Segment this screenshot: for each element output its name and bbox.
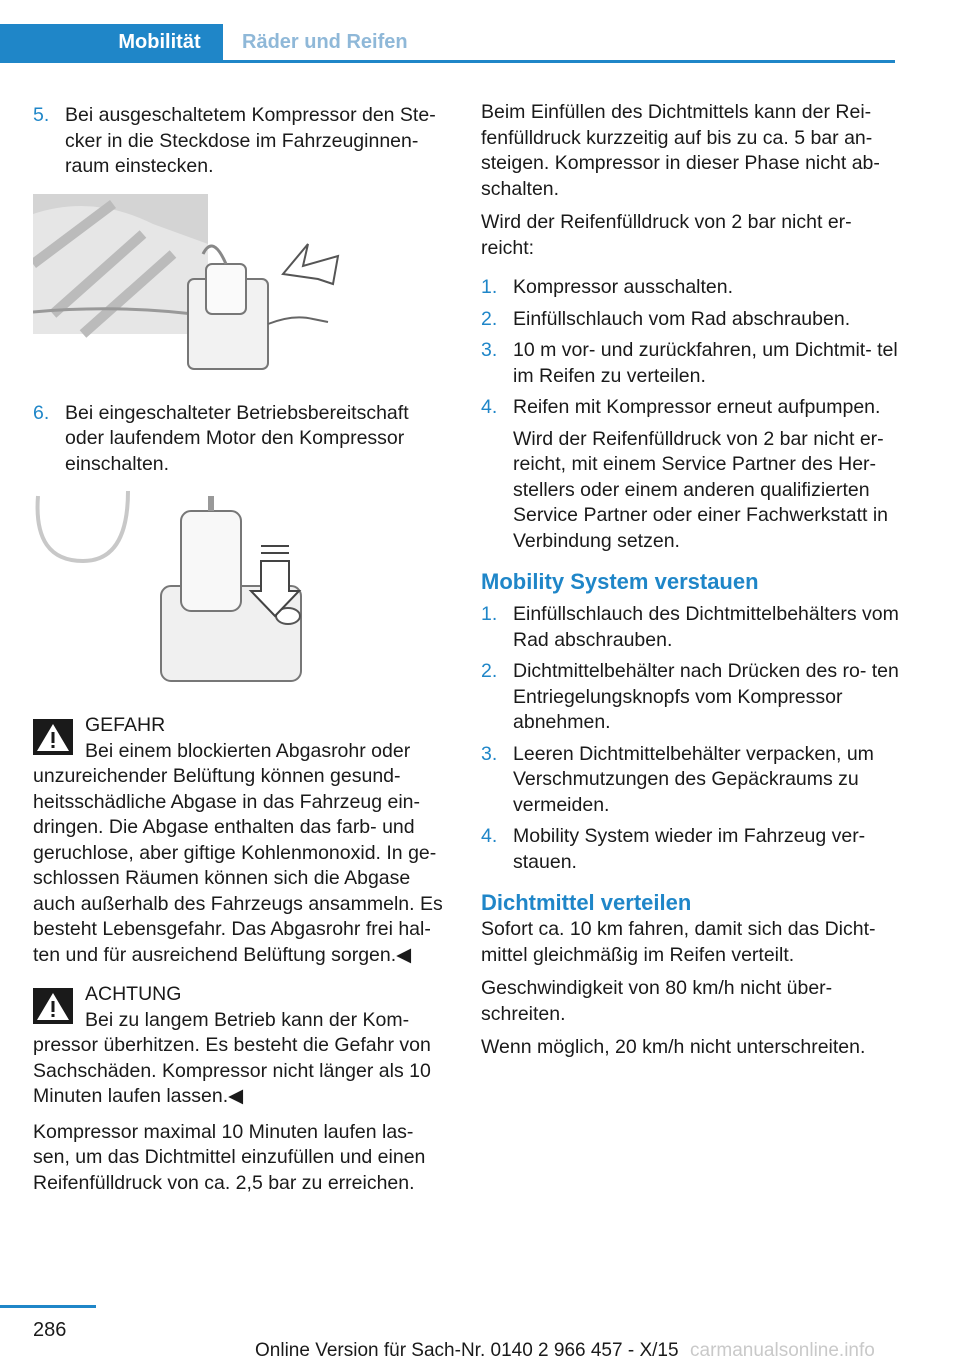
step-number: 5. [33,104,50,126]
step-item [481,338,901,389]
step-subtext: Wird der Reifenfülldruck von 2 bar nicht er- reicht, mit einem Service Partner des Her- stellers oder einem anderen qualifizierten Service Partner oder einer Fachwerkstatt in Verbindung setzen. [513,427,888,552]
step-number: 3. [481,339,498,361]
step-text: Bei eingeschalteter Betriebsbereitschaft oder laufendem Motor den Kompressor einschalten. [65,401,409,475]
wheel-compressor-drawing [33,194,343,379]
body-paragraph: Wenn möglich, 20 km/h nicht unterschreiten. [481,1036,866,1058]
header-divider [0,60,895,63]
step-list-stow [481,602,901,875]
warning-text: Bei zu langem Betrieb kann der Kom- pressor überhitzen. Es besteht die Gefahr von Sachschäden. Kompressor nicht länger als 10 Minuten laufen lassen.◀ [33,1008,431,1107]
right-column [481,100,901,1069]
page-header [0,0,960,64]
step-item [481,742,901,819]
closing-paragraph: Kompressor maximal 10 Minuten laufen las- sen, um das Dichtmittel einzufüllen und einen Reifenfülldruck von ca. 2,5 bar zu erreichen. [33,1120,426,1194]
section-heading: Dichtmittel verteilen [481,890,692,915]
step-item [481,395,901,554]
step-number: 3. [481,742,498,765]
step-number: 4. [481,396,498,418]
step-item [481,307,901,333]
step-list-pressure [481,275,901,554]
step-item [33,103,453,180]
step-item [481,602,901,653]
step-text: Mobility System wieder im Fahrzeug ver- stauen. [513,825,866,873]
step-text: Kompressor ausschalten. [513,276,734,298]
watermark: carmanualsonline.info [690,1340,875,1361]
step-text: Reifen mit Kompressor erneut aufpumpen. [513,396,881,418]
section-heading: Mobility System verstauen [481,569,759,594]
step-number: 1. [481,276,498,298]
body-paragraph: Geschwindigkeit von 80 km/h nicht über- schreiten. [481,977,833,1025]
footer-accent-bar [0,1305,96,1308]
step-item [481,824,901,875]
compressor-switch-drawing [33,491,333,691]
section-tab-raeder-reifen: Räder und Reifen [242,31,408,54]
warning-title: ACHTUNG [85,983,182,1005]
step-text: Leeren Dichtmittelbehälter verpacken, um Verschmutzungen des Gepäckraums zu vermeiden. [513,742,874,816]
warning-triangle-icon [33,988,73,1024]
step-text: Dichtmittelbehälter nach Drücken des ro- ten Entriegelungsknopfs vom Kompressor abnehmen. [513,660,899,733]
step-item [481,275,901,301]
warning-title: GEFAHR [85,714,166,736]
warning-triangle-icon [33,719,73,755]
compressor-plug-illustration [33,194,453,379]
step-number: 2. [481,307,498,330]
step-text: 10 m vor- und zurückfahren, um Dichtmit- tel im Reifen zu verteilen. [513,339,898,387]
step-item [33,401,453,478]
step-text: Bei ausgeschaltetem Kompressor den Ste- cker in die Steckdose im Fahrzeuginnen- raum einstecken. [65,104,436,177]
page-number: 286 [33,1319,67,1341]
intro-paragraph: Beim Einfüllen des Dichtmittels kann der Rei- fenfülldruck kurzzeitig auf bis zu ca. 5 bar an- steigen. Kompressor in dieser Phase nicht ab- schalten. [481,101,880,200]
intro-paragraph: Wird der Reifenfülldruck von 2 bar nicht er- reicht: [481,211,852,259]
step-number: 1. [481,603,498,625]
step-number: 4. [481,825,498,847]
header-accent-bar [0,24,96,62]
section-tab-mobilitaet: Mobilität [96,24,223,62]
left-column [33,103,453,1204]
body-paragraph: Sofort ca. 10 km fahren, damit sich das Dicht- mittel gleichmäßig im Reifen verteilt. [481,918,876,966]
step-item [481,659,901,736]
step-number: 2. [481,660,498,682]
online-version-note: Online Version für Sach-Nr. 0140 2 966 457 - X/15 [255,1340,679,1361]
warning-text: Bei einem blockierten Abgasrohr oder unzureichender Belüftung können gesund- heitsschädliche Abgase in das Fahrzeug ein- dringen. Die Abgase enthalten das farb- und geruchlose, aber giftige Kohlenmonoxid. In ge- schlossen Räumen können sich die Abgase auch außerhalb des Fahrzeugs ansammeln. Es besteht Lebensgefahr. Das Abgasrohr frei hal- ten und für ausreichend Belüftung sorgen.◀ [33,739,443,966]
step-number: 6. [33,401,50,424]
step-text: Einfüllschlauch des Dichtmittelbehälters vom Rad abschrauben. [513,603,899,651]
compressor-switch-illustration [33,491,453,691]
warning-danger [33,713,453,968]
warning-caution [33,982,453,1110]
step-text: Einfüllschlauch vom Rad abschrauben. [513,307,851,330]
